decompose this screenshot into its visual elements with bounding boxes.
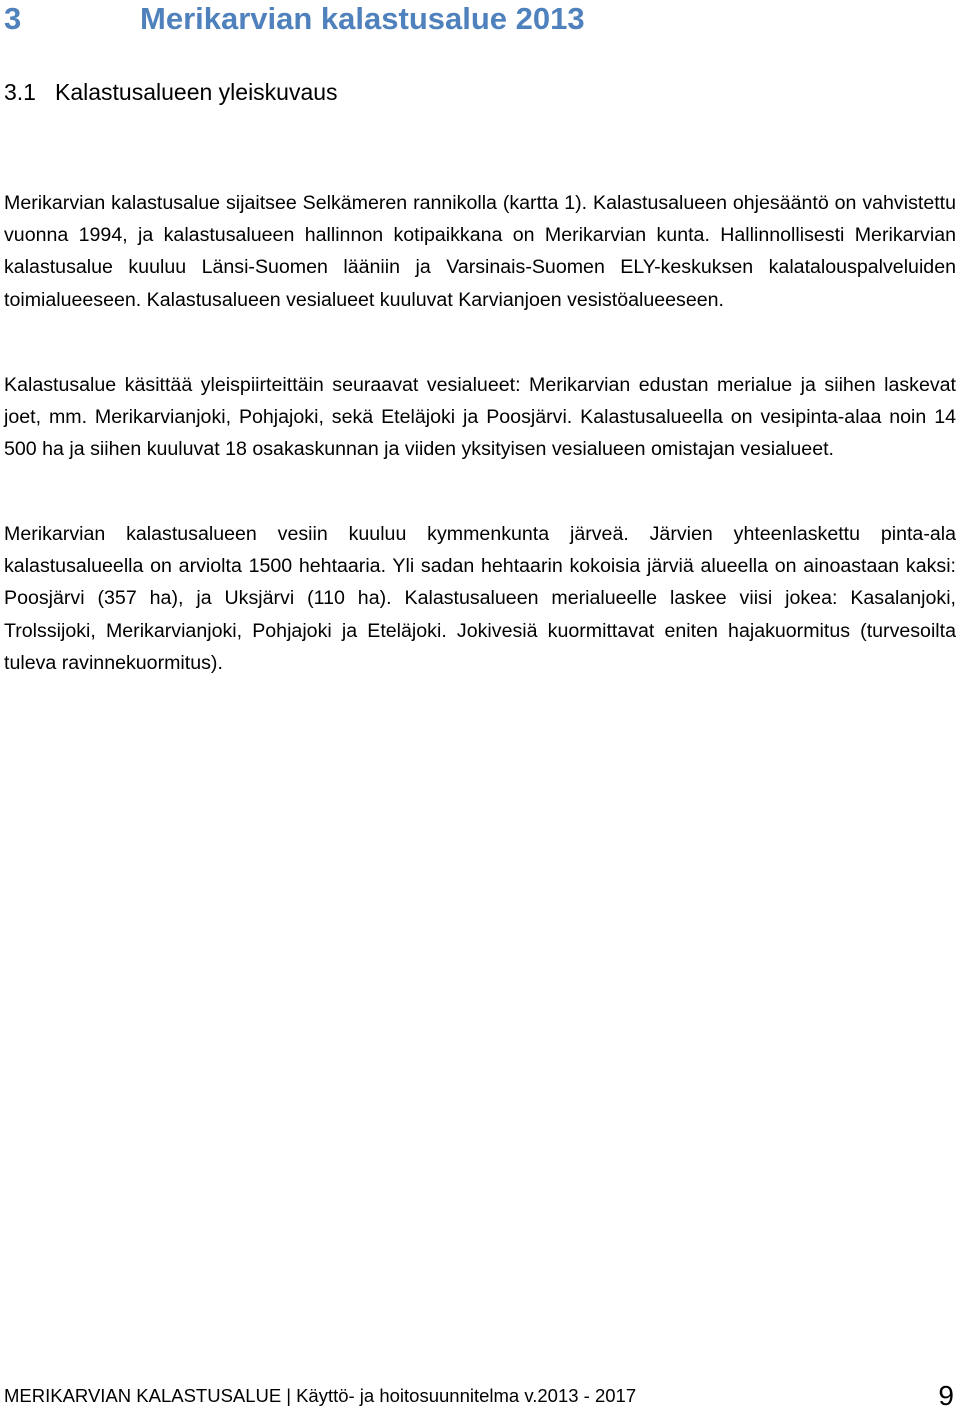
chapter-title: Merikarvian kalastusalue 2013	[140, 1, 585, 36]
chapter-heading	[4, 0, 585, 38]
footer-text	[4, 1384, 636, 1408]
paragraph-location: Merikarvian kalastusalue sijaitsee Selkämeren rannikolla (kartta 1). Kalastusalueen ohjesääntö on vahvistettu vuonna 1994, ja kalastusalueen hallinnon kotipaikkana on Merikarvian kunta. Hallinnollisesti Merikarvian kalastusalue kuuluu Länsi-Suomen lääniin ja Varsinais-Suomen ELY-keskuksen kalatalouspalveluiden toimialueeseen. Kalastusalueen vesialueet kuuluvat Karvianjoen vesistöalueeseen.	[4, 192, 956, 311]
footer-separator: |	[286, 1385, 292, 1406]
section-heading	[4, 76, 338, 108]
page-footer	[4, 1380, 956, 1411]
paragraph-water-areas: Kalastusalue käsittää yleispiirteittäin seuraavat vesialueet: Merikarvian edustan merialue ja siihen laskevat joet, mm. Merikarvianjoki, Pohjajoki, sekä Eteläjoki ja Poosjärvi. Kalastusalueella on vesipinta-alaa noin 14 500 ha ja siihen kuuluvat 18 osakaskunnan ja viiden yksityisen vesialueen omistajan vesialueet.	[4, 374, 956, 461]
footer-organization: MERIKARVIAN KALASTUSALUE	[4, 1385, 282, 1406]
paragraph-lakes-rivers: Merikarvian kalastusalueen vesiin kuuluu kymmenkunta järveä. Järvien yhteenlaskettu pinta-ala kalastusalueella on arviolta 1500 hehtaaria. Yli sadan hehtaarin kokoisia järviä alueella on ainoastaan kaksi: Poosjärvi (357 ha), ja Uksjärvi (110 ha). Kalastusalueen merialueelle laskee viisi jokea: Kasalanjoki, Trolssijoki, Merikarvianjoki, Pohjajoki ja Eteläjoki. Jokivesiä kuormittavat eniten hajakuormitus (turvesoilta tuleva ravinnekuormitus).	[4, 523, 956, 674]
chapter-number: 3	[4, 1, 22, 36]
page-number: 9	[938, 1380, 954, 1411]
section-title: Kalastusalueen yleiskuvaus	[55, 79, 338, 105]
footer-document-title: Käyttö- ja hoitosuunnitelma v.2013 - 2017	[296, 1385, 637, 1406]
section-number: 3.1	[4, 79, 36, 105]
